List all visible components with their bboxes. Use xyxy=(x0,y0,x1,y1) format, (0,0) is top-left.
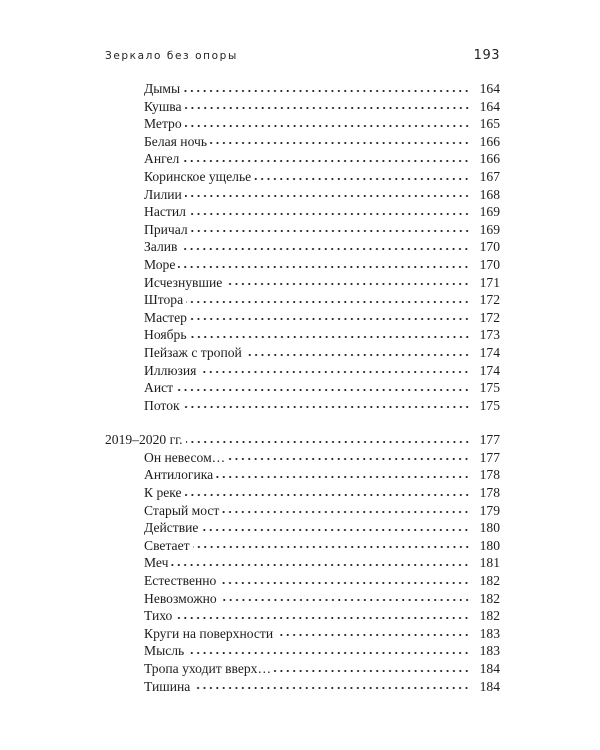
dot-leader xyxy=(176,388,470,392)
dot-leader xyxy=(185,124,470,128)
toc-entry xyxy=(105,256,500,274)
toc-entry-page: 172 xyxy=(479,292,500,308)
toc-entry xyxy=(105,238,500,256)
dot-leader xyxy=(175,616,470,620)
toc-entry xyxy=(105,449,500,467)
toc-entry xyxy=(105,466,500,484)
toc-entry-title: Кушва xyxy=(144,98,182,114)
toc-entry-title: Невозможно xyxy=(144,590,217,606)
toc-entry xyxy=(105,607,500,625)
toc-entry xyxy=(105,625,500,643)
toc-entry-page: 169 xyxy=(479,221,500,237)
section-gap xyxy=(105,414,500,431)
toc-entry-page: 171 xyxy=(479,274,500,290)
toc-entry-page: 182 xyxy=(479,590,500,606)
toc-entry-title: Ангел xyxy=(144,151,180,167)
toc-entry-page: 182 xyxy=(479,573,500,589)
toc-entry-page: 174 xyxy=(479,362,500,378)
toc-entry-page: 174 xyxy=(479,344,500,360)
toc-entry xyxy=(105,379,500,397)
toc-entry xyxy=(105,203,500,221)
toc-entry-page: 182 xyxy=(479,608,500,624)
toc-entry xyxy=(105,484,500,502)
dot-leader xyxy=(216,475,470,479)
dot-leader xyxy=(186,300,470,304)
dot-leader xyxy=(274,669,470,673)
dot-leader xyxy=(219,581,470,585)
dot-leader xyxy=(183,89,470,93)
toc-entry-title: Настил xyxy=(144,204,186,220)
toc-entry xyxy=(105,133,500,151)
toc-entry xyxy=(105,519,500,537)
toc-entry-page: 164 xyxy=(479,98,500,114)
toc-entry-page: 184 xyxy=(479,678,500,694)
toc-entry xyxy=(105,642,500,660)
dot-leader xyxy=(276,633,470,637)
toc-entry xyxy=(105,572,500,590)
dot-leader xyxy=(228,457,470,461)
toc-section-page: 177 xyxy=(479,432,500,448)
toc-entry xyxy=(105,80,500,98)
running-head xyxy=(105,48,500,68)
toc-entry-title: Белая ночь xyxy=(144,133,208,149)
toc-entry-title: Коринское ущелье xyxy=(144,168,252,184)
toc-entry-title: К реке xyxy=(144,485,182,501)
dot-leader xyxy=(190,317,470,321)
toc-section-heading xyxy=(105,431,500,449)
toc-entry-title: Ноябрь xyxy=(144,327,187,343)
running-title: Зеркало без опоры xyxy=(105,50,238,62)
toc-entry-page: 178 xyxy=(479,467,500,483)
toc-entry-page: 180 xyxy=(479,520,500,536)
toc-entry xyxy=(105,98,500,116)
toc-entry-title: Лилии xyxy=(144,186,182,202)
toc-entry xyxy=(105,150,500,168)
dot-leader xyxy=(245,353,470,357)
dot-leader xyxy=(210,141,470,145)
toc-entry-title: Мысль xyxy=(144,643,185,659)
toc-entry xyxy=(105,590,500,608)
toc-entry xyxy=(105,309,500,327)
toc-entry-page: 181 xyxy=(479,555,500,571)
dot-leader xyxy=(189,212,470,216)
dot-leader xyxy=(225,282,470,286)
toc-entry-page: 183 xyxy=(479,625,500,641)
toc-entry-page: 165 xyxy=(479,116,500,132)
toc-entry xyxy=(105,678,500,696)
dot-leader xyxy=(185,106,470,110)
toc-entry xyxy=(105,186,500,204)
toc-entry-title: Иллюзия xyxy=(144,362,197,378)
toc-entry-page: 172 xyxy=(479,309,500,325)
toc-entry-title: Действие xyxy=(144,520,199,536)
toc-entry-title: Естественно xyxy=(144,573,217,589)
toc-entry-title: Причал xyxy=(144,221,188,237)
toc-entry-title: Исчезнувшие xyxy=(144,274,223,290)
dot-leader xyxy=(183,405,470,409)
toc-entry-page: 166 xyxy=(479,151,500,167)
toc-entry-page: 183 xyxy=(479,643,500,659)
toc-section-title: 2019–2020 гг. xyxy=(105,432,183,448)
toc-entry-title: Меч xyxy=(144,555,169,571)
toc-entry-page: 164 xyxy=(479,81,500,96)
dot-leader xyxy=(193,545,470,549)
toc-entry-page: 178 xyxy=(479,485,500,501)
toc-entry-title: Он невесом… xyxy=(144,449,226,465)
page-number: 193 xyxy=(473,48,500,63)
toc-group xyxy=(105,449,500,695)
toc-entry-page: 168 xyxy=(479,186,500,202)
toc-entry xyxy=(105,397,500,415)
dot-leader xyxy=(186,440,470,444)
toc-entry-title: Море xyxy=(144,256,176,272)
toc-entry-title: Антилогика xyxy=(144,467,214,483)
toc-entry-page: 166 xyxy=(479,133,500,149)
toc-entry-title: Старый мост xyxy=(144,502,220,518)
toc-entry xyxy=(105,660,500,678)
toc-entry xyxy=(105,362,500,380)
toc-entry-title: Дымы xyxy=(144,81,181,96)
dot-leader xyxy=(199,370,470,374)
table-of-contents xyxy=(105,80,500,695)
dot-leader xyxy=(187,651,470,655)
dot-leader xyxy=(191,229,470,233)
toc-entry xyxy=(105,326,500,344)
toc-entry-title: Светает xyxy=(144,537,190,553)
toc-entry xyxy=(105,344,500,362)
dot-leader xyxy=(201,528,470,532)
toc-entry-page: 170 xyxy=(479,239,500,255)
dot-leader xyxy=(222,510,470,514)
toc-entry-title: Тихо xyxy=(144,608,173,624)
toc-entry xyxy=(105,502,500,520)
toc-entry xyxy=(105,115,500,133)
toc-entry-title: Метро xyxy=(144,116,182,132)
dot-leader xyxy=(171,563,470,567)
toc-entry-page: 167 xyxy=(479,168,500,184)
toc-entry-page: 170 xyxy=(479,256,500,272)
toc-entry-page: 169 xyxy=(479,204,500,220)
toc-entry-page: 175 xyxy=(479,380,500,396)
toc-entry-title: Круги на поверхности xyxy=(144,625,274,641)
dot-leader xyxy=(220,598,470,602)
toc-entry-page: 175 xyxy=(479,397,500,413)
dot-leader xyxy=(185,493,470,497)
toc-entry-title: Штора xyxy=(144,292,184,308)
toc-entry-title: Поток xyxy=(144,397,180,413)
dot-leader xyxy=(180,247,470,251)
toc-entry-title: Залив xyxy=(144,239,178,255)
toc-entry-page: 184 xyxy=(479,661,500,676)
toc-entry-page: 173 xyxy=(479,327,500,343)
toc-group xyxy=(105,80,500,414)
toc-entry-title: Тишина xyxy=(144,678,191,694)
toc-entry xyxy=(105,291,500,309)
toc-entry-title: Пейзаж с тропой xyxy=(144,344,242,360)
toc-entry xyxy=(105,537,500,555)
dot-leader xyxy=(178,265,470,269)
toc-entry xyxy=(105,221,500,239)
dot-leader xyxy=(193,686,470,690)
toc-entry xyxy=(105,554,500,572)
dot-leader xyxy=(190,335,470,339)
toc-entry-title: Тропа уходит вверх… xyxy=(144,661,272,676)
toc-entry-page: 177 xyxy=(479,449,500,465)
toc-entry xyxy=(105,274,500,292)
toc-entry xyxy=(105,168,500,186)
toc-entry-title: Аист xyxy=(144,380,174,396)
dot-leader xyxy=(185,194,470,198)
dot-leader xyxy=(182,159,470,163)
dot-leader xyxy=(254,177,470,181)
toc-entry-page: 179 xyxy=(479,502,500,518)
toc-entry-page: 180 xyxy=(479,537,500,553)
toc-entry-title: Мастер xyxy=(144,309,187,325)
